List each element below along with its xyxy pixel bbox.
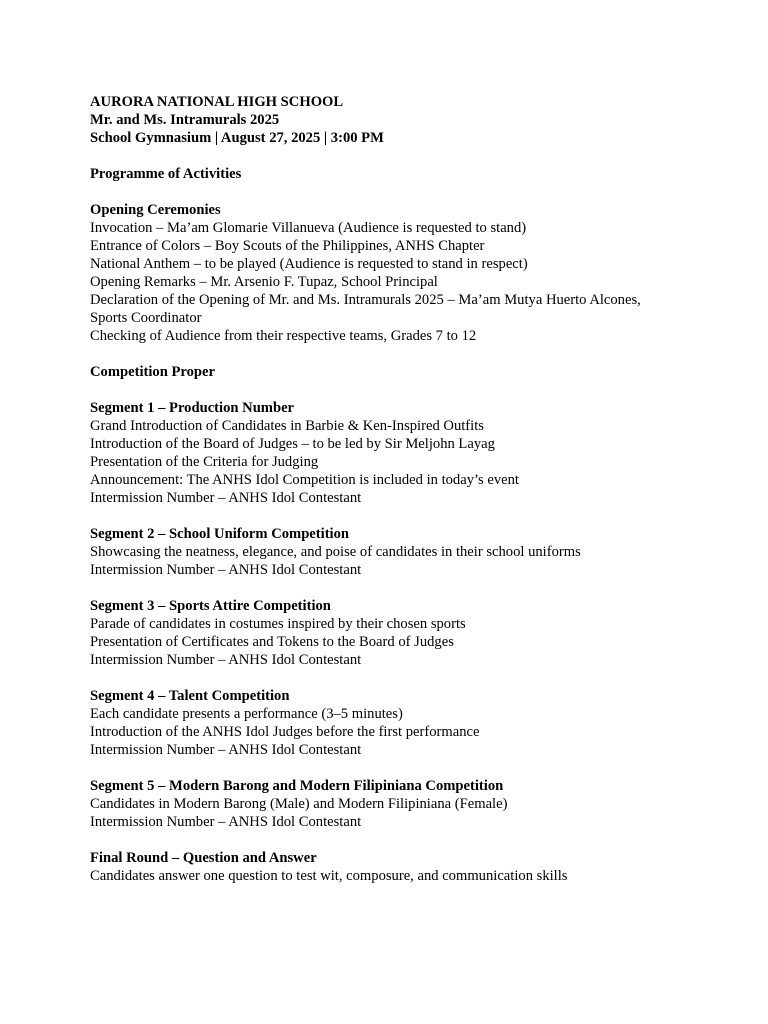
competition-proper-title: Competition Proper [90,364,215,380]
segment-title: Segment 3 – Sports Attire Competition [90,598,331,614]
programme-item: Invocation – Ma’am Glomarie Villanueva (Audience is requested to stand) [90,220,527,236]
programme-item: Parade of candidates in costumes inspired by their chosen sports [90,616,466,632]
document-header [90,93,690,147]
programme-item: Opening Remarks – Mr. Arsenio F. Tupaz, School Principal [90,274,438,290]
segment-title: Segment 1 – Production Number [90,400,295,416]
programme-item: Presentation of the Criteria for Judging [90,454,319,470]
programme-item: Each candidate presents a performance (3–5 minutes) [90,706,403,722]
programme-item: Grand Introduction of Candidates in Barbie & Ken-Inspired Outfits [90,418,484,434]
segment-title: Segment 5 – Modern Barong and Modern Filipiniana Competition [90,778,504,794]
programme-item: Announcement: The ANHS Idol Competition is included in today’s event [90,472,519,488]
programme-item: Declaration of the Opening of Mr. and Ms. Intramurals 2025 – Ma’am Mutya Huerto Alcones, Sports Coordinator [90,292,641,326]
programme-item: Intermission Number – ANHS Idol Contestant [90,562,362,578]
programme-item: Intermission Number – ANHS Idol Contestant [90,742,362,758]
programme-item: Intermission Number – ANHS Idol Contestant [90,652,362,668]
final-round-section [90,849,690,885]
spacer [90,759,690,777]
programme-item: Candidates in Modern Barong (Male) and Modern Filipiniana (Female) [90,796,508,812]
segment-title: Segment 4 – Talent Competition [90,688,290,704]
spacer [90,669,690,687]
programme-item: Introduction of the Board of Judges – to be led by Sir Meljohn Layag [90,436,495,452]
spacer [90,183,690,201]
programme-item: Intermission Number – ANHS Idol Contestant [90,490,362,506]
segment-5-section [90,777,690,831]
document-page [90,93,690,885]
segment-4-section [90,687,690,759]
segment-title: Final Round – Question and Answer [90,850,317,866]
spacer [90,507,690,525]
spacer [90,147,690,165]
venue-date-time: School Gymnasium | August 27, 2025 | 3:00 PM [90,130,384,146]
spacer [90,345,690,363]
segment-2-section [90,525,690,579]
programme-item: Presentation of Certificates and Tokens to the Board of Judges [90,634,454,650]
programme-item: Showcasing the neatness, elegance, and poise of candidates in their school uniforms [90,544,581,560]
programme-title: Programme of Activities [90,166,242,182]
opening-ceremonies-section [90,201,690,345]
segment-1-section [90,399,690,507]
spacer [90,831,690,849]
programme-item: Checking of Audience from their respective teams, Grades 7 to 12 [90,328,477,344]
programme-item: National Anthem – to be played (Audience is requested to stand in respect) [90,256,528,272]
programme-item: Candidates answer one question to test wit, composure, and communication skills [90,868,568,884]
segment-title: Segment 2 – School Uniform Competition [90,526,350,542]
section-title: Opening Ceremonies [90,202,221,218]
spacer [90,381,690,399]
event-name: Mr. and Ms. Intramurals 2025 [90,112,280,128]
programme-item: Introduction of the ANHS Idol Judges before the first performance [90,724,480,740]
programme-item: Intermission Number – ANHS Idol Contestant [90,814,362,830]
spacer [90,579,690,597]
programme-item: Entrance of Colors – Boy Scouts of the Philippines, ANHS Chapter [90,238,485,254]
segment-3-section [90,597,690,669]
school-name: AURORA NATIONAL HIGH SCHOOL [90,94,344,110]
